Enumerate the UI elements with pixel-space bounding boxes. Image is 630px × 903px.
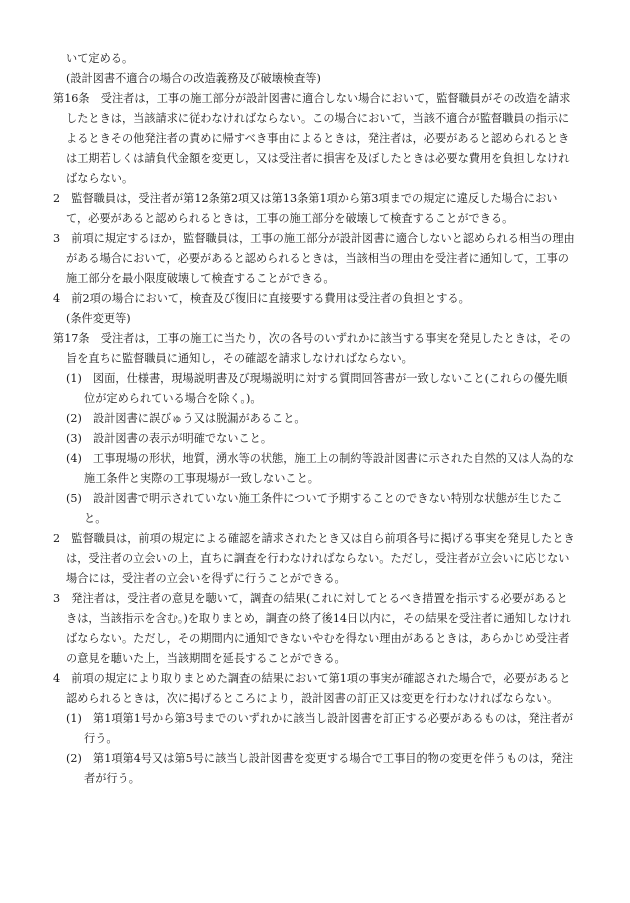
article-16-clause-2: 2 監督職員は，受注者が第12条第2項又は第13条第1項から第3項までの規定に違反した場合において，必要があると認められるときは，工事の施工部分を破壊して検査することができる。 — [53, 192, 558, 225]
list-item: (2) 第1項第4号又は第5号に該当し設計図書を変更する場合で工事目的物の変更を伴うものは，発注者が行う。 — [66, 752, 574, 785]
list-item: (1) 図面，仕様書，現場説明書及び現場説明に対する質問回答書が一致しないこと(これらの優先順位が定められている場合を除く。)。 — [66, 372, 568, 405]
list-item: (5) 設計図書で明示されていない施工条件について予期することのできない特別な状態が生じたこと。 — [66, 492, 563, 525]
article-16-clause-1: 第16条 受注者は，工事の施工部分が設計図書に適合しない場合において，監督職員がその改造を請求したときは，当該請求に従わなければならない。この場合において，当該不適合が監督職員の指示によるときその他発注者の責めに帰すべき事由によるときは，発注者は，必要があると認められるときは工期若しくは請負代金額を変更し，又は受注者に損害を及ぼしたときは必要な費用を負担しなければならない。 — [53, 92, 571, 185]
article-17-clause-2: 2 監督職員は，前項の規定による確認を請求されたとき又は自ら前項各号に掲げる事実を発見したときは，受注者の立会いの上，直ちに調査を行わなければならない。ただし，受注者が立会いに応じない場合には，受注者の立会いを得ずに行うことができる。 — [53, 532, 575, 585]
heading-art16: (設計図書不適合の場合の改造義務及び破壊検査等) — [66, 72, 321, 85]
list-item: (1) 第1項第1号から第3号までのいずれかに該当し設計図書を訂正する必要があるものは，発注者が行う。 — [66, 712, 574, 745]
article-16-clause-4: 4 前2項の場合において，検査及び復旧に直接要する費用は受注者の負担とする。 — [53, 292, 470, 305]
list-item: (2) 設計図書に誤びゅう又は脱漏があること。 — [66, 412, 306, 425]
paragraph-continuation: いて定める。 — [66, 52, 134, 65]
article-16-clause-3: 3 前項に規定するほか，監督職員は，工事の施工部分が設計図書に適合しないと認められる相当の理由がある場合において，必要があると認められるときは，当該相当の理由を受注者に通知して，工事の施工部分を最小限度破壊して検査することができる。 — [53, 232, 575, 285]
heading-art17: (条件変更等) — [66, 312, 131, 325]
list-item: (4) 工事現場の形状，地質，湧水等の状態，施工上の制約等設計図書に示された自然的又は人為的な施工条件と実際の工事現場が一致しないこと。 — [66, 452, 575, 485]
article-17-clause-3: 3 発注者は，受注者の意見を聴いて，調査の結果(これに対してとるべき措置を指示する必要があるときは，当該指示を含む。)を取りまとめ，調査の終了後14日以内に，その結果を受注者に通知しなければならない。ただし，その期間内に通知できないやむを得ない理由があるときは，あらかじめ受注者の意見を聴いた上，当該期間を延長することができる。 — [53, 592, 571, 665]
article-17-clause-1: 第17条 受注者は，工事の施工に当たり，次の各号のいずれかに該当する事実を発見したときは，その旨を直ちに監督職員に通知し，その確認を請求しなければならない。 — [53, 332, 571, 365]
article-17-clause-4: 4 前項の規定により取りまとめた調査の結果において第1項の事実が確認された場合で，必要があると認められるときは，次に掲げるところにより，設計図書の訂正又は変更を行わなければならない。 — [53, 672, 571, 705]
list-item: (3) 設計図書の表示が明確でないこと。 — [66, 432, 273, 445]
